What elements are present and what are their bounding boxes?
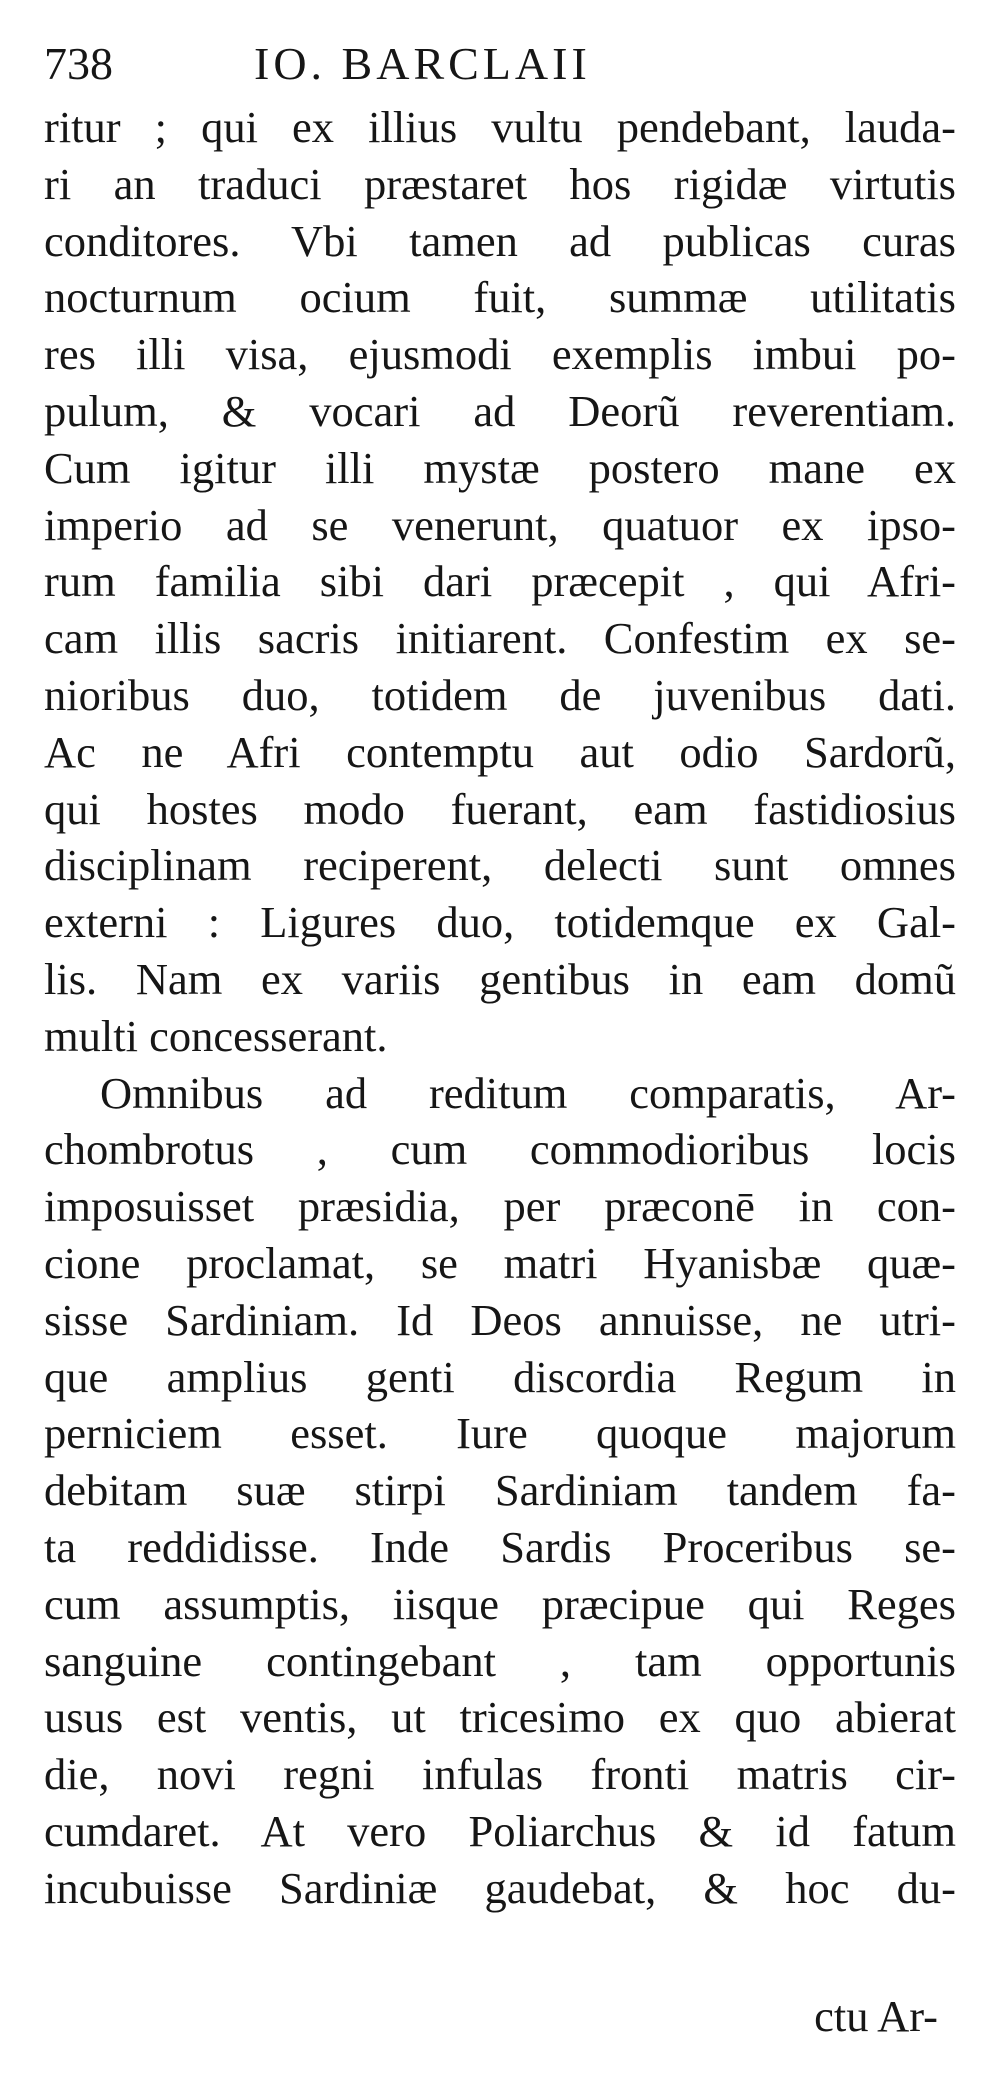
text-line: nocturnum ocium fuit, summæ utilitatis — [44, 272, 956, 323]
page-number: 738 — [44, 38, 113, 89]
text-line: ri an traduci præstaret hos rigidæ virtutis — [44, 158, 956, 209]
text-line: ritur ; qui ex illius vultu pendebant, lauda- — [44, 102, 956, 152]
text-line: chombrotus , cum commodioribus locis — [44, 1124, 956, 1175]
text-line: pulum, & vocari ad Deorũ reverentiam. — [44, 385, 956, 436]
text-line: cum assumptis, iisque præcipue qui Reges — [44, 1578, 956, 1629]
text-line: nioribus duo, totidem de juvenibus dati. — [44, 669, 956, 720]
text-line: usus est ventis, ut tricesimo ex quo abierat — [44, 1692, 956, 1743]
text-line: sisse Sardiniam. Id Deos annuisse, ne utri- — [44, 1294, 956, 1345]
text-line: cam illis sacris initiarent. Confestim ex se- — [44, 613, 956, 664]
text-line: multi concesserant. — [44, 1010, 388, 1061]
text-line: imposuisset præsidia, per præconē in con- — [44, 1181, 956, 1232]
text-line: lis. Nam ex variis gentibus in eam domũ — [44, 953, 956, 1004]
text-line: qui hostes modo fuerant, eam fastidiosius — [44, 783, 956, 834]
text-line: disciplinam reciperent, delecti sunt omnes — [44, 840, 956, 891]
text-line: res illi visa, ejusmodi exemplis imbui po- — [44, 329, 956, 380]
text-line: Omnibus ad reditum comparatis, Ar- — [100, 1067, 956, 1118]
text-line: cumdaret. At vero Poliarchus & id fatum — [44, 1805, 956, 1856]
running-head — [44, 28, 684, 100]
paragraph-2 — [44, 1065, 956, 1917]
text-line: Ac ne Afri contemptu aut odio Sardorũ, — [44, 726, 956, 777]
running-title: IO. BARCLAII — [254, 38, 591, 89]
text-line: conditores. Vbi tamen ad publicas curas — [44, 215, 956, 266]
paragraph-1 — [44, 99, 956, 1065]
text-line: debitam suæ stirpi Sardiniam tandem fa- — [44, 1465, 956, 1516]
text-line: ta reddidisse. Inde Sardis Proceribus se- — [44, 1521, 956, 1572]
text-line: imperio ad se venerunt, quatuor ex ipso- — [44, 499, 956, 550]
text-line: Cum igitur illi mystæ postero mane ex — [44, 442, 956, 493]
text-line: externi : Ligures duo, totidemque ex Gal- — [44, 897, 956, 948]
text-line: sanguine contingebant , tam opportunis — [44, 1635, 956, 1686]
text-block — [44, 99, 956, 1917]
text-line: rum familia sibi dari præcepit , qui Afri- — [44, 556, 956, 607]
catchword: ctu Ar- — [814, 1991, 938, 2041]
text-line: perniciem esset. Iure quoque majorum — [44, 1408, 956, 1459]
text-line: die, novi regni infulas fronti matris cir- — [44, 1749, 956, 1800]
text-line: cione proclamat, se matri Hyanisbæ quæ- — [44, 1237, 956, 1288]
text-line: que amplius genti discordia Regum in — [44, 1351, 956, 1402]
text-line: incubuisse Sardiniæ gaudebat, & hoc du- — [44, 1862, 956, 1913]
